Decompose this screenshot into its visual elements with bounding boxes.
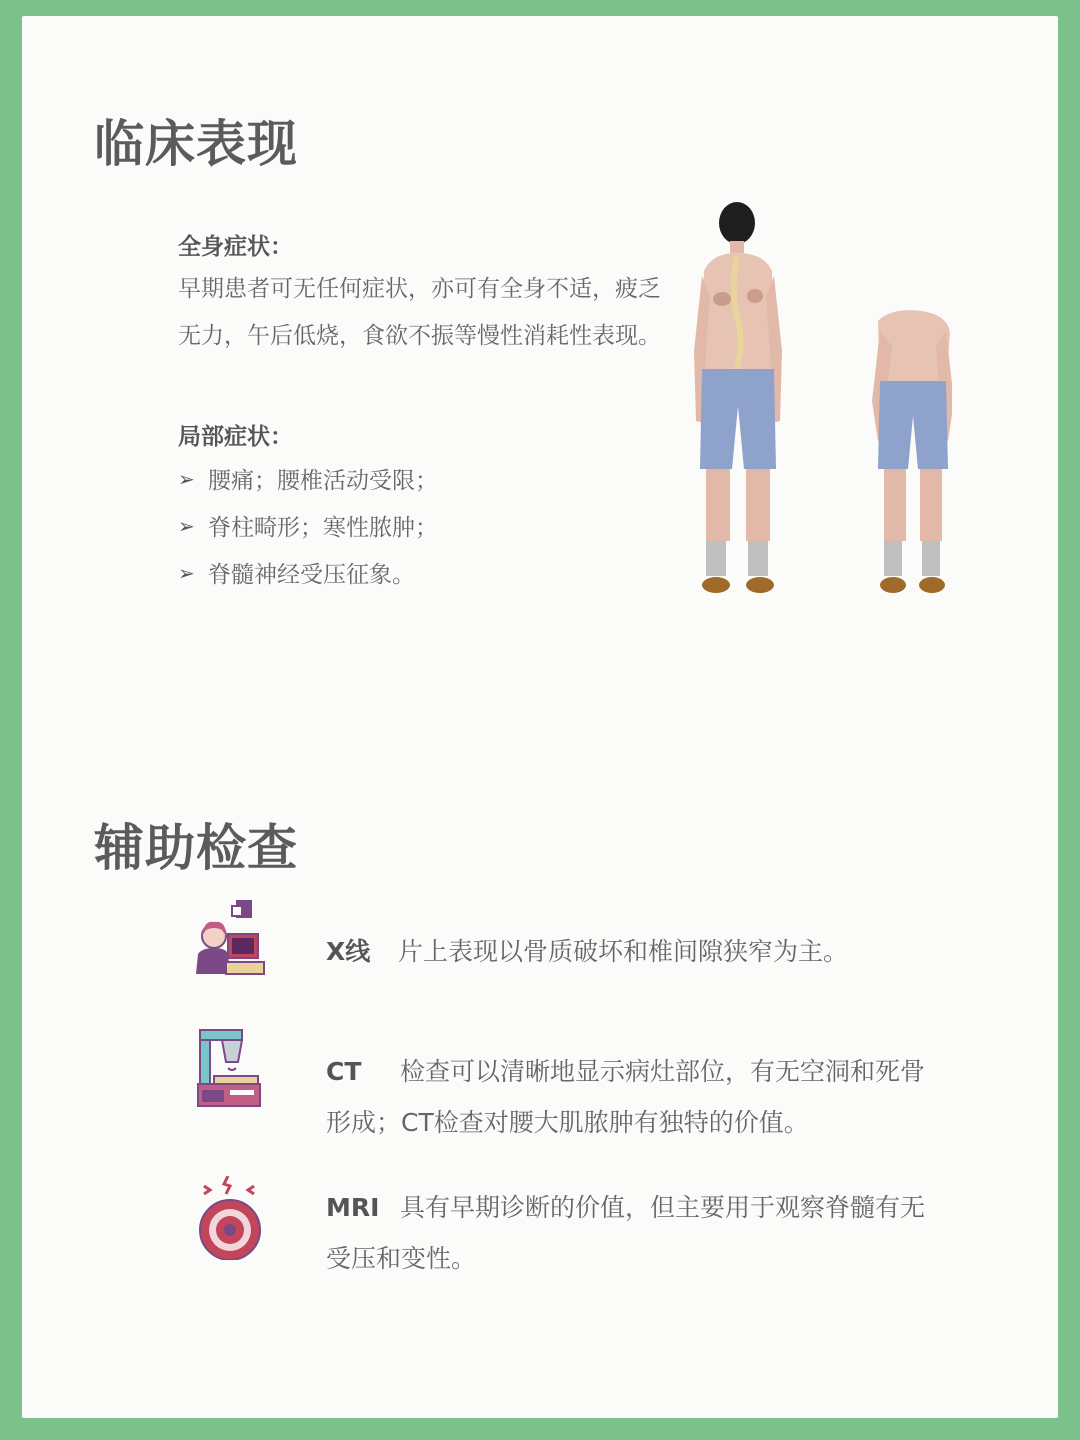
arrow-bullet-icon: ➢ <box>178 560 195 585</box>
local-symptom-item: ➢ 腰痛；腰椎活动受限； <box>178 466 438 494</box>
clinical-title: 临床表现 <box>94 115 298 173</box>
exam-text: 片上表现以骨质破坏和椎间隙狭窄为主。 <box>398 937 849 966</box>
exams-title: 辅助检查 <box>94 819 298 877</box>
arrow-bullet-icon: ➢ <box>178 513 195 538</box>
local-symptom-item: ➢ 脊髓神经受压征象。 <box>178 560 415 588</box>
bending-figure <box>872 310 952 593</box>
exam-mri <box>326 1182 926 1284</box>
exam-text: 检查可以清晰地显示病灶部位，有无空洞和死骨形成；CT检查对腰大肌脓肿有独特的价值。 <box>326 1057 926 1137</box>
arrow-bullet-icon: ➢ <box>178 466 195 491</box>
general-symptoms-text: 早期患者可无任何症状，亦可有全身不适，疲乏无力，午后低烧，食欲不振等慢性消耗性表现。 <box>178 276 661 349</box>
local-symptom-item: ➢ 脊柱畸形；寒性脓肿； <box>178 513 438 541</box>
local-symptoms-heading: 局部症状： <box>178 424 293 450</box>
exam-text: 具有早期诊断的价值，但主要用于观察脊髓有无受压和变性。 <box>326 1193 926 1273</box>
exam-ct <box>326 1046 926 1148</box>
standing-figure <box>694 202 782 593</box>
exam-tag: CT <box>326 1057 362 1086</box>
spine-deformity-illustration <box>682 201 952 601</box>
exam-tag: MRI <box>326 1193 380 1222</box>
general-symptoms-heading: 全身症状： <box>178 234 293 260</box>
exam-tag: X线 <box>326 937 371 966</box>
mri-target-icon <box>192 1176 268 1260</box>
page-sheet <box>22 16 1058 1418</box>
exam-xray <box>326 926 926 977</box>
doctor-xray-icon <box>192 896 268 980</box>
ct-scanner-icon <box>192 1028 268 1112</box>
